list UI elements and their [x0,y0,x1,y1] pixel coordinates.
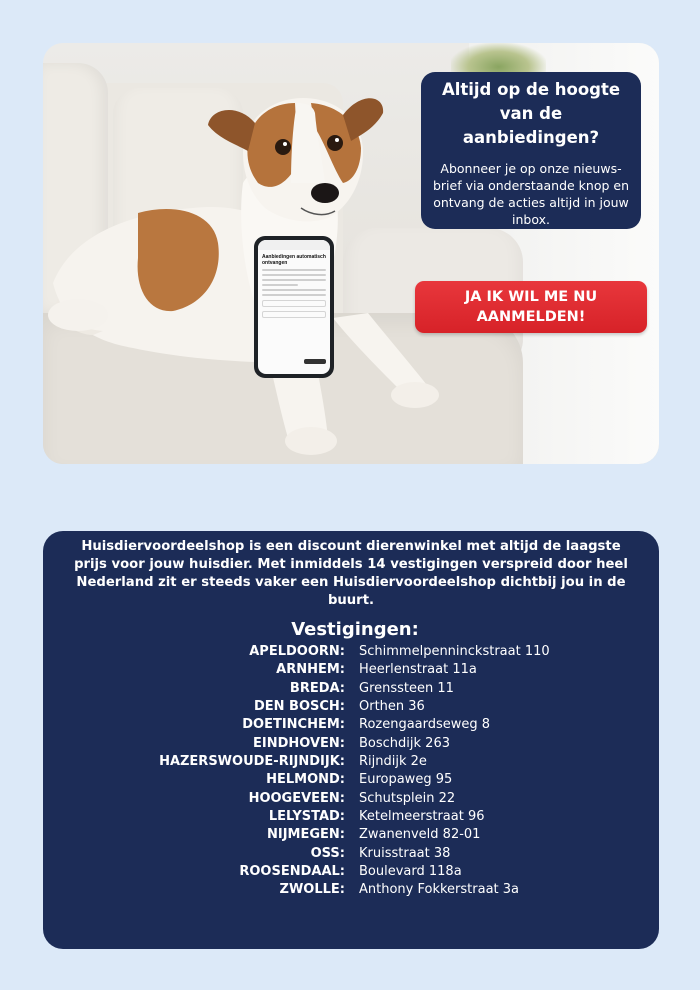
location-row [43,808,659,826]
signup-button-label: JA IK WIL ME NU AANMELDEN! [464,289,598,325]
location-city: BREDA: [289,680,345,696]
location-address: Boschdijk 263 [359,735,450,751]
phone-status-bar [258,240,330,250]
location-row [43,881,659,899]
location-row [43,698,659,716]
location-city: EINDHOVEN: [253,735,345,751]
promo-title: Altijd op de hoogte van de aanbiedingen? [441,80,621,147]
location-city: DEN BOSCH: [253,699,345,715]
location-row [43,643,659,661]
phone-text-line [262,294,326,296]
location-city: APELDOORN: [249,644,345,659]
location-address: Rozengaardseweg 8 [359,717,491,733]
phone-text-line [262,279,326,281]
location-address: Schimmelpenninckstraat 110 [359,644,550,659]
location-city: DOETINCHEM: [242,717,345,733]
location-row [43,771,659,789]
location-city: HAZERSWOUDE-RIJNDIJK: [159,754,345,770]
locations-heading: Vestigingen: [291,619,419,640]
phone-text-line [262,274,326,276]
location-address: Orthen 36 [359,699,425,715]
locations-list [43,643,659,900]
location-row [43,716,659,734]
location-city: LELYSTAD: [268,809,345,825]
location-address: Grenssteen 11 [359,680,454,696]
phone-screen [258,240,330,374]
location-row [43,863,659,881]
phone-text-line [262,269,326,271]
location-city: HELMOND: [266,772,345,788]
phone-screen-title: Aanbiedingen automatisch ontvangen [262,254,326,266]
location-city: ZWOLLE: [279,882,345,898]
location-row [43,680,659,698]
newsletter-promo-box [421,72,641,229]
location-address: Schutsplein 22 [359,790,456,806]
location-address: Ketelmeerstraat 96 [359,809,485,825]
promo-text: Abonneer je op onze nieuws- brief via onderstaande knop en ontvang de acties altijd in jouw inbox. [432,161,630,227]
hero-banner [43,43,659,464]
location-address: Zwanenveld 82-01 [359,827,481,843]
location-row [43,735,659,753]
location-row [43,845,659,863]
location-row [43,790,659,808]
location-city: HOOGEVEEN: [248,790,345,806]
intro-text: Huisdiervoordeelshop is een discount dierenwinkel met altijd de laagste prijs voor jouw huisdier. Met inmiddels 14 vestigingen verspreid door heel Nederland zit er steeds vaker een Huisdiervoordeelshop dichtbij jou in de buurt. [74,539,628,608]
phone-text-line [262,284,298,286]
location-address: Kruisstraat 38 [359,845,451,861]
location-address: Boulevard 118a [359,864,462,880]
newsletter-signup-button[interactable] [415,281,647,333]
location-city: ARNHEM: [276,662,345,678]
location-address: Rijndijk 2e [359,754,427,770]
phone-submit-button [304,359,326,364]
phone-input-field [262,300,326,307]
phone-input-field [262,311,326,318]
phone-text-line [262,289,326,291]
location-row [43,826,659,844]
store-info-panel [43,531,659,949]
location-address: Anthony Fokkerstraat 3a [359,882,520,898]
location-city: NIJMEGEN: [267,827,345,843]
location-address: Europaweg 95 [359,772,453,788]
location-address: Heerlenstraat 11a [359,662,477,678]
location-row [43,753,659,771]
location-row [43,661,659,679]
location-city: ROOSENDAAL: [239,864,345,880]
phone-mockup [254,236,334,378]
location-city: OSS: [310,845,345,861]
